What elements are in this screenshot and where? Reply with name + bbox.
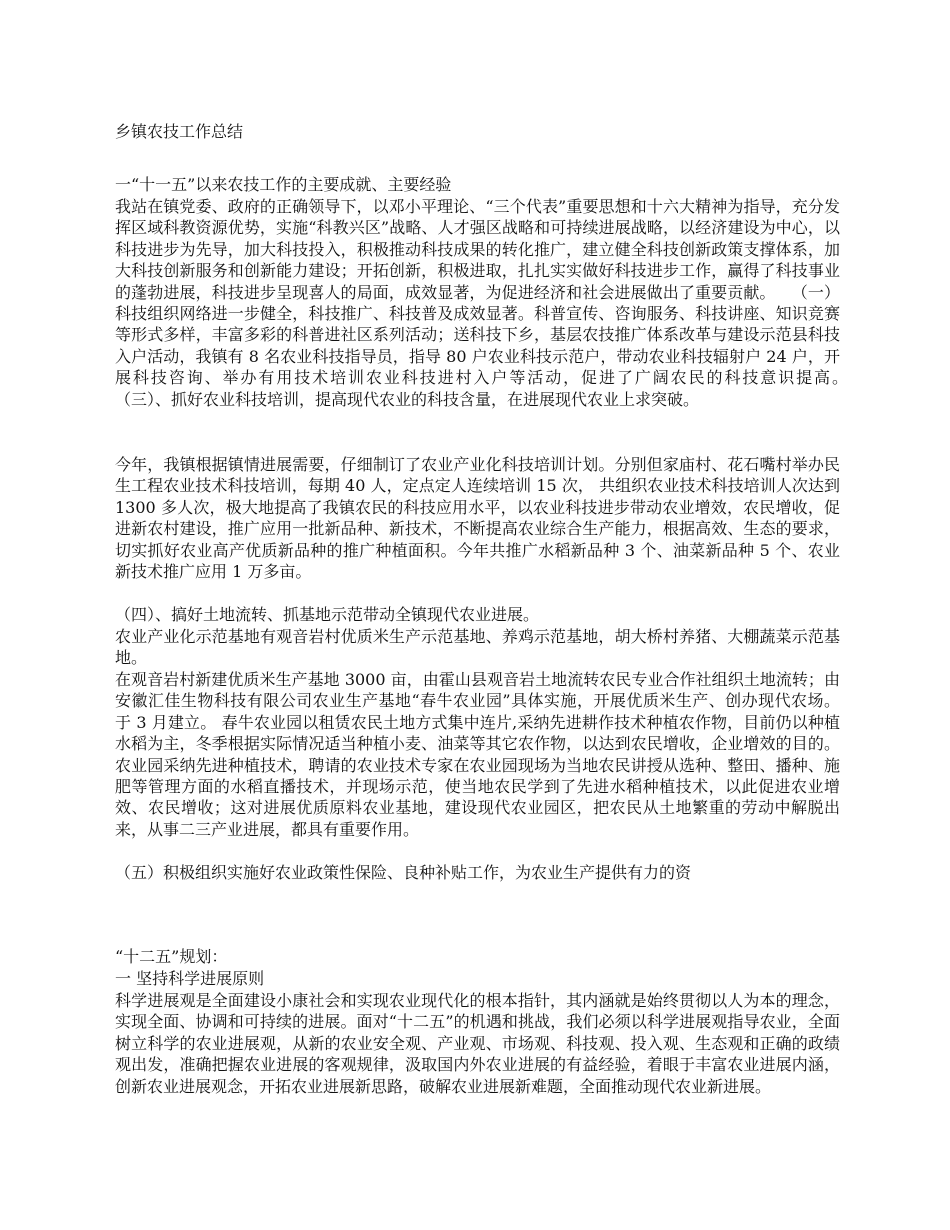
paragraph-achievements: 我站在镇党委、政府的正确领导下，以邓小平理论、“三个代表”重要思想和十六大精神为指导，充分发挥区域科教资源优势，实施“科教兴区”战略、人才强区战略和可持续进展战略，以经济建设为中心，以科技进步为先导，加大科技投入，积极推动科技成果的转化推广，建立健全科技创新政策支撑体系，加大科技创新服务和创新能力建设；开拓创新，积极进取，扎扎实实做好科技进步工作，赢得了科技事业的蓬勃进展，科技进步呈现喜人的局面，成效显著，为促进经济和社会进展做出了重要贡献。 （一）科技组织网络进一步健全，科技推广、科技普及成效显著。科普宣传、咨询服务、科技讲座、知识竞赛等形式多样，丰富多彩的科普进社区系列活动；送科技下乡，基层农技推广体系改革与建设示范县科技入户活动，我镇有 8 名农业科技指导员，指导 80 户农业科技示范户，带动农业科技辐射户 24 户，开展科技咨询、举办有用技术培训农业科技进村入户等活动，促进了广阔农民的科技意识提高。 （三）、抓好农业科技培训，提高现代农业的科技含量，在进展现代农业上求突破。 <box>115 197 873 409</box>
paragraph-demo-bases: 农业产业化示范基地有观音岩村优质米生产示范基地、养鸡示范基地，胡大桥村养猪、大棚蔬菜示范基地。 <box>115 627 840 668</box>
section2-subheading: 一 坚持科学进展原则 <box>115 969 265 988</box>
paragraph-insurance: （五）积极组织实施好农业政策性保险、良种补贴工作，为农业生产提供有力的资 <box>115 863 692 882</box>
section2-heading: “十二五”规划： <box>115 947 228 966</box>
paragraph-rice-base: 在观音岩村新建优质米生产基地 3000 亩，由霍山县观音岩土地流转农民专业合作社组织土地流转；由安徽汇佳生物科技有限公司农业生产基地“春牛农业园”具体实施，开展优质米生产、创办现代农场。 于 3 月建立。 春牛农业园以租赁农民土地方式集中连片,采纳先进耕作技术种植农作物，目前仍以种植水稻为主，冬季根据实际情况适当种植小麦、油菜等其它农作物，以达到农民增收，企业增效的目的。农业园采纳先进种植技术，聘请的农业技术专家在农业园现场为当地农民讲授从选种、整田、播种、施肥等管理方面的水稻直播技术，并现场示范，使当地农民学到了先进水稻种植技术，以此促进农业增效、农民增收；这对进展优质原料农业基地，建设现代农业园区，把农民从土地繁重的劳动中解脱出来，从事二三产业进展，都具有重要作用。 <box>115 670 840 839</box>
paragraph-training: 今年，我镇根据镇情进展需要，仔细制订了农业产业化科技培训计划。分别但家庙村、花石嘴村举办民生工程农业技术科技培训，每期 40 人，定点定人连续培训 15 次， 共组织农业技术科技培训人次达到 1300 多人次，极大地提高了我镇农民的科技应用水平，以农业科技进步带动农业增效，农民增收，促进新农村建设，推广应用一批新品种、新技术，不断提高农业综合生产能力，根据高效、生态的要求，切实抓好农业高产优质新品种的推广种植面积。今年共推广水稻新品种 3 个、油菜新品种 5 个、农业新技术推广应用 1 万多亩。 <box>115 455 840 582</box>
section1-heading: 一“十一五”以来农技工作的主要成就、主要经验 <box>115 175 452 194</box>
paragraph-land-transfer-heading: （四）、搞好土地流转、抓基地示范带动全镇现代农业进展。 <box>115 605 540 624</box>
document-title: 乡镇农技工作总结 <box>115 122 244 141</box>
paragraph-scientific-development: 科学进展观是全面建设小康社会和实现农业现代化的根本指针，其内涵就是始终贯彻以人为本的理念，实现全面、协调和可持续的进展。面对“十二五”的机遇和挑战，我们必须以科学进展观指导农业，全面树立科学的农业进展观，从新的农业安全观、产业观、市场观、科技观、投入观、生态观和正确的政绩观出发，准确把握农业进展的客观规律，汲取国内外农业进展的有益经验，着眼于丰富农业进展内涵，创新农业进展观念，开拓农业进展新思路，破解农业进展新难题，全面推动现代农业新进展。 <box>115 991 840 1096</box>
